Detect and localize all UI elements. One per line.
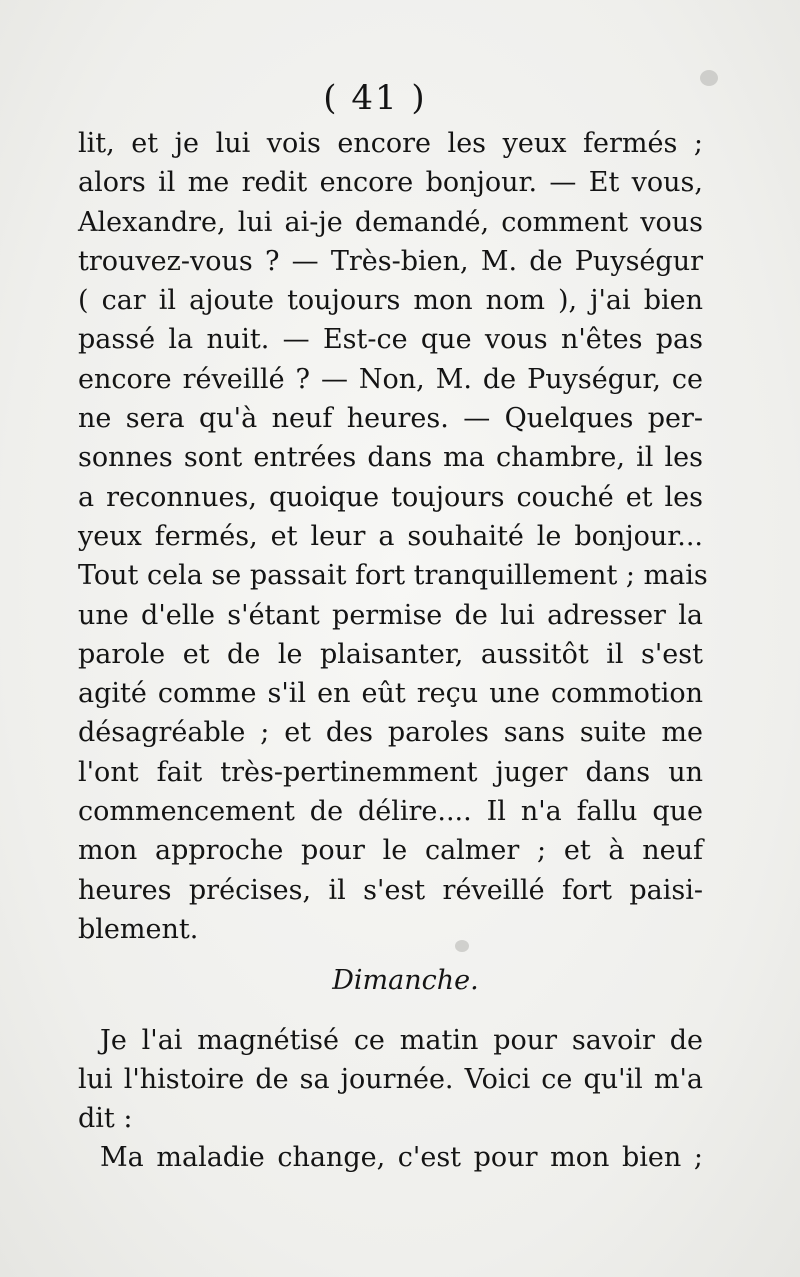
- text-line: lui l'histoire de sa journée. Voici ce qu'il m'a: [78, 1063, 703, 1095]
- text-line: sonnes sont entrées dans ma chambre, il les: [78, 442, 703, 474]
- text-line: ( car il ajoute toujours mon nom ), j'ai bien: [78, 285, 703, 317]
- text-line: encore réveillé ? — Non, M. de Puységur, ce: [78, 363, 703, 395]
- text-line: Alexandre, lui ai-je demandé, comment vous: [78, 206, 703, 238]
- text-line: parole et de le plaisanter, aussitôt il s'est: [78, 638, 703, 670]
- text-line: a reconnues, quoique toujours couché et les: [78, 481, 703, 513]
- text-line: blement.: [78, 913, 199, 945]
- text-line: dit :: [78, 1103, 133, 1135]
- text-line: yeux fermés, et leur a souhaité le bonjour...: [78, 520, 703, 552]
- text-line: heures précises, il s'est réveillé fort paisi-: [78, 874, 703, 906]
- text-line: commencement de délire.... Il n'a fallu que: [78, 796, 703, 828]
- text-line: une d'elle s'étant permise de lui adresser la: [78, 599, 703, 631]
- text-line: Tout cela se passait fort tranquillement ; mais: [78, 560, 708, 592]
- text-line: désagréable ; et des paroles sans suite me: [78, 717, 703, 749]
- text-line: trouvez-vous ? — Très-bien, M. de Puységur: [78, 245, 703, 277]
- body-text: [78, 124, 708, 1178]
- text-line: lit, et je lui vois encore les yeux fermés ;: [78, 128, 703, 159]
- text-line: l'ont fait très-pertinemment juger dans un: [78, 756, 703, 788]
- text-line: mon approche pour le calmer ; et à neuf: [78, 835, 703, 867]
- text-line: agité comme s'il en eût reçu une commotion: [78, 678, 703, 710]
- text-line: ne sera qu'à neuf heures. — Quelques per-: [78, 403, 703, 435]
- text-line: alors il me redit encore bonjour. — Et vous,: [78, 167, 703, 199]
- text-line: passé la nuit. — Est-ce que vous n'êtes pas: [78, 324, 703, 356]
- page-number: ( 41 ): [323, 78, 427, 118]
- text-line: Je l'ai magnétisé ce matin pour savoir de: [100, 1024, 703, 1056]
- section-heading: Dimanche.: [332, 965, 479, 997]
- text-line: Ma maladie change, c'est pour mon bien ;: [100, 1142, 703, 1174]
